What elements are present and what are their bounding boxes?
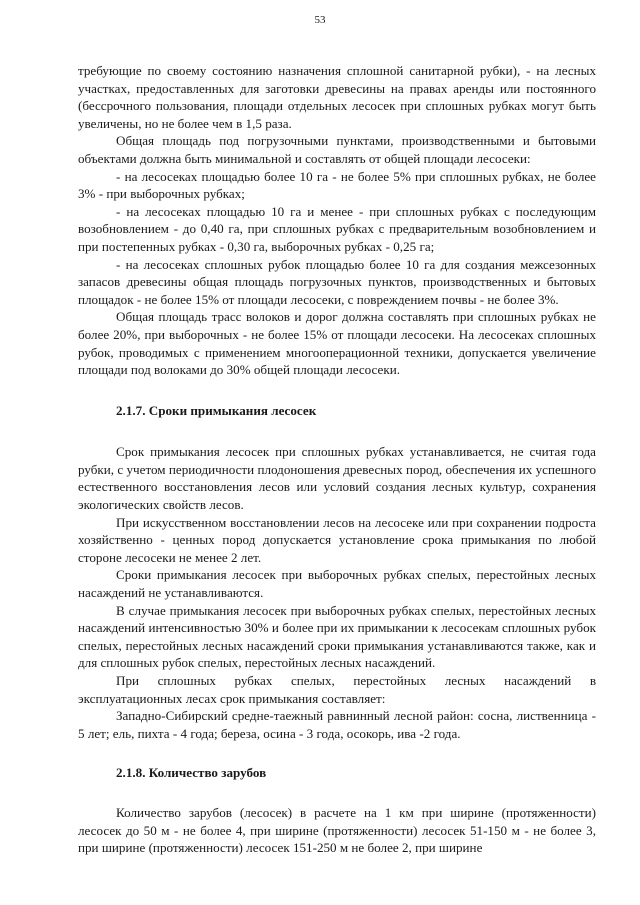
page-content: [78, 62, 596, 857]
paragraph: Общая площадь трасс волоков и дорог должна составлять при сплошных рубках не более 20%, при выборочных - не более 15% от площади лесосеки. На лесосеках сплошных рубок, проводимых с применением многооперационной техники, допускается увеличение площади под волоками до 30% общей площади лесосеки.: [78, 309, 596, 378]
paragraph: Количество зарубов (лесосек) в расчете на 1 км при ширине (протяженности) лесосек до 50 м - не более 4, при ширине (протяженности) лесосек 51-150 м - не более 3, при ширине (протяженности) лесосек 151-250 м не более 2, при ширине: [78, 804, 596, 856]
paragraph: Общая площадь под погрузочными пунктами, производственными и бытовыми объектами должна быть минимальной и составлять от общей площади лесосеки:: [78, 133, 596, 166]
paragraph: Западно-Сибирский средне-таежный равнинный лесной район: сосна, лиственница - 5 лет; ель, пихта - 4 года; береза, осина - 3 года, осокорь, ива -2 года.: [78, 708, 596, 741]
section-heading: 2.1.7. Сроки примыкания лесосек: [116, 402, 317, 418]
section-heading: 2.1.8. Количество зарубов: [116, 765, 267, 781]
paragraph: При искусственном восстановлении лесов на лесосеке или при сохранении подроста хозяйственно - ценных пород допускается установление срока примыкания по любой стороне лесосеки не менее 2 лет.: [78, 514, 596, 565]
page-number: 53: [314, 14, 326, 26]
list-item: - на лесосеках площадью более 10 га - не более 5% при сплошных рубках, не более 3% - при выборочных рубках;: [78, 168, 596, 202]
paragraph: Сроки примыкания лесосек при выборочных рубках спелых, перестойных лесных насаждений не устанавливаются.: [78, 567, 596, 601]
paragraph: При сплошных рубках спелых, перестойных лесных насаждений в эксплуатационных лесах срок примыкания составляет:: [78, 673, 596, 706]
list-item: - на лесосеках сплошных рубок площадью более 10 га для создания межсезонных запасов древесины общая площадь погрузочных пунктов, производственных и бытовых площадок - не более 15% от площади лесосеки, с повреждением почвы - не более 3%.: [78, 256, 596, 307]
paragraph: В случае примыкания лесосек при выборочных рубках спелых, перестойных лесных насаждений интенсивностью 30% и более при их примыкании к лесосекам сплошных рубок спелых, перестойных лесных насаждений сроки примыкания устанавливаются также, как и для сплошных рубок спелых, перестойных лесных насаждений.: [78, 602, 596, 671]
paragraph: требующие по своему состоянию назначения сплошной санитарной рубки), - на лесных участках, предоставленных для заготовки древесины на правах аренды или постоянного (бессрочного пользования, площади отдельных лесосек при сплошных рубках могут быть увеличены, но не более чем в 1,5 раза.: [78, 63, 596, 131]
paragraph: Срок примыкания лесосек при сплошных рубках устанавливается, не считая года рубки, с учетом периодичности плодоношения древесных пород, обеспечения их успешного естественного восстановления лесов или условий создания лесных культур, сохранения экологических свойств лесов.: [78, 444, 596, 513]
list-item: - на лесосеках площадью 10 га и менее - при сплошных рубках с последующим возобновлением - до 0,40 га, при сплошных рубках с предварительным возобновлением и при постепенных рубках - 0,30 га, выборочных рубках - 0,25 га;: [78, 203, 596, 254]
